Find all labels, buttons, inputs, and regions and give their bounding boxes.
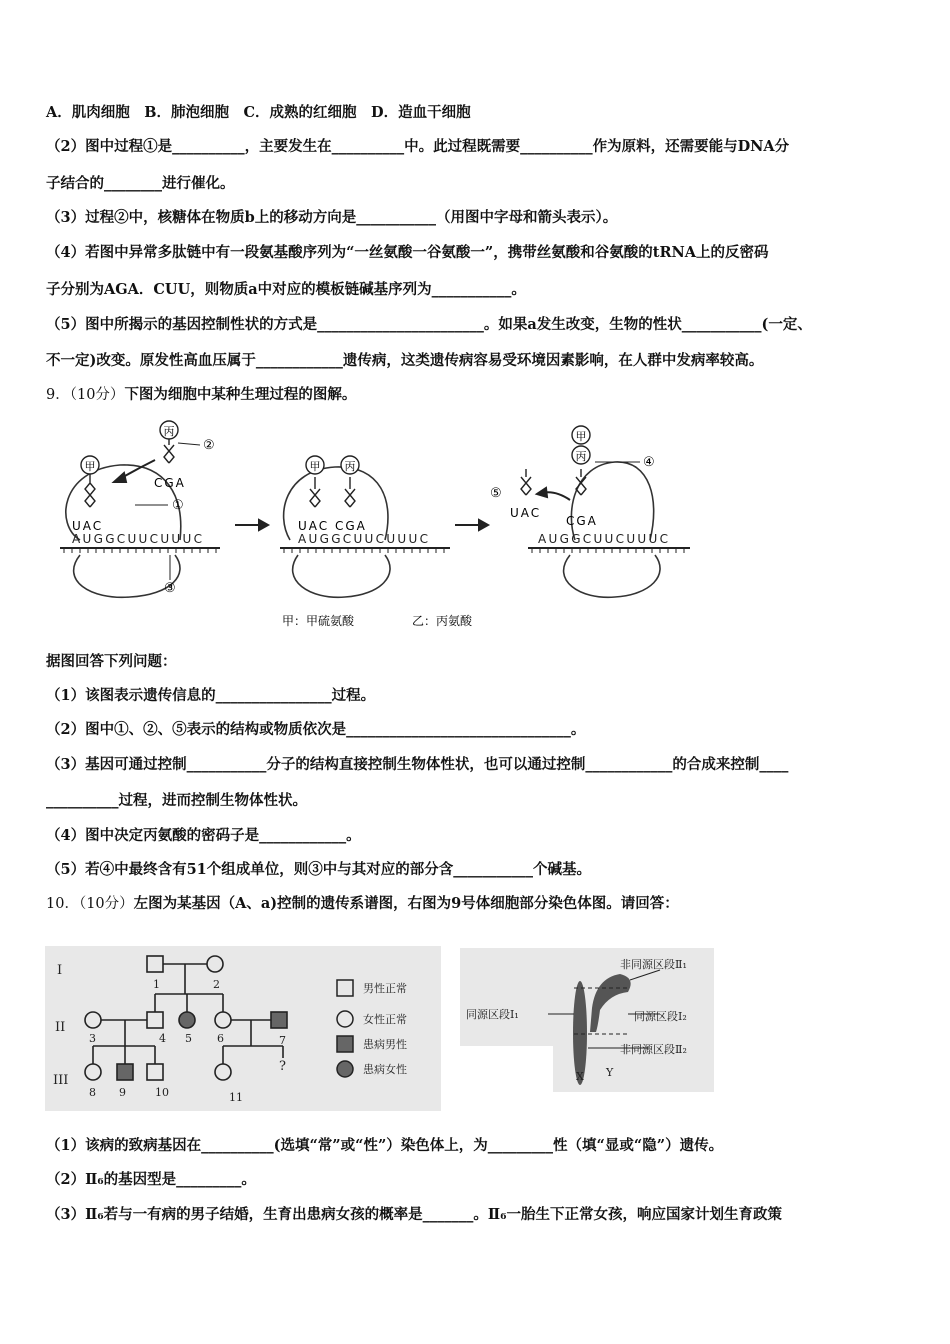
q8-sub4-line2: 子分别为AGA．CUU，则物质a中对应的模板链碱基序列为___________。 [46,281,526,298]
q9-sub5: （5）若④中最终含有51个组成单位，则③中与其对应的部分含___________个碱基。 [46,861,592,878]
q8-sub5-line2: 不一定)改变。原发性高血压属于____________遗传病，这类遗传病容易受环境因素影响，在人群中发病率较高。 [46,352,764,369]
q10-heading [46,894,679,914]
trna-5 [521,469,531,495]
mrna-sequence-1: AUGGCUUCUUUC [72,532,205,546]
amino-acid-jia-1 [81,456,99,474]
legend-affected-female: 患病女性 [363,1063,407,1076]
individual-9-affected [117,1064,133,1080]
marker-5: ⑤ [490,486,502,501]
trna-3 [310,477,320,507]
legend-affected-male: 患病男性 [363,1038,407,1051]
label-nonhomologous-II2: 非同源区段Ⅱ₂ [620,1043,687,1056]
q10-number: 10． [46,896,79,912]
ribosome-small-subunit-2 [293,555,390,597]
svg-text:4: 4 [159,1032,166,1045]
q10-sub3: （3）Ⅱ₆若与一有病的男子结婚，生育出患病女孩的概率是_______。Ⅱ₆一胎生下正常女孩，响应国家计划生育政策 [46,1206,782,1223]
unknown-offspring: ? [279,1059,286,1074]
svg-text:8: 8 [89,1086,96,1099]
individual-5-affected [179,1012,195,1028]
q9-intro: 据图回答下列问题： [46,653,177,670]
anticodon-cga-2: CGA [335,519,367,533]
q9-number: 9． [46,387,70,403]
q8-sub5-line1: （5）图中所揭示的基因控制性状的方式是_______________________。如果a发生改变，生物的性状___________(一定、 [46,316,812,333]
translation-figure [50,415,710,640]
legend-jia: 甲：甲硫氨酸 [282,614,355,628]
chromosome-figure [460,948,714,1092]
trna-6 [576,469,586,495]
amino-acid-bing-1 [160,421,178,439]
svg-text:7: 7 [279,1034,286,1047]
q8-sub2-line1: （2）图中过程①是__________，主要发生在__________中。此过程既需要__________作为原料，还需要能与DNA分 [46,138,790,155]
label-homologous-I1: 同源区段Ⅰ₁ [466,1008,519,1021]
svg-text:甲: 甲 [84,460,96,473]
svg-text:2: 2 [213,978,220,991]
label-homologous-I2: 同源区段Ⅰ₂ [634,1010,687,1023]
q10-title: 左图为某基因（A、a)控制的遗传系谱图，右图为9号体细胞部分染色体图。请回答： [133,895,679,912]
label-y: Y [606,1066,614,1079]
svg-text:10: 10 [155,1086,169,1099]
anticodon-uac-2: UAC [298,519,330,533]
marker-4: ④ [643,455,655,470]
svg-text:甲: 甲 [575,430,587,443]
q8-options: A．肌肉细胞 B．肺泡细胞 C．成熟的红细胞 D．造血干细胞 [46,104,471,121]
svg-text:甲: 甲 [309,460,321,473]
q10-score: （10分） [78,896,134,912]
generation-III: III [53,1073,69,1088]
legend-affected-female-symbol [337,1061,353,1077]
svg-text:丙: 丙 [163,425,175,438]
mrna-sequence-2: AUGGCUUCUUUC [298,532,431,546]
legend-normal-male: 男性正常 [363,982,407,995]
q8-sub2-line2: 子结合的________进行催化。 [46,175,235,192]
marker-2: ② [203,438,215,453]
legend-yi: 乙：丙氨酸 [412,614,473,628]
q10-sub1: （1）该病的致病基因在__________(选填“常”或“性”）染色体上，为_________性（填“显或“隐”）遗传。 [46,1137,724,1154]
q9-score: （10分） [69,387,125,403]
q9-sub3-line2: __________过程，进而控制生物体性状。 [46,792,307,809]
svg-text:丙: 丙 [575,450,587,463]
anticodon-uac-3: UAC [510,506,542,520]
svg-text:丙: 丙 [344,460,356,473]
amino-acid-jia-3 [572,426,590,444]
anticodon-cga-3: CGA [566,514,598,528]
legend-normal-female: 女性正常 [363,1013,407,1026]
q8-sub3: （3）过程②中，核糖体在物质b上的移动方向是___________（用图中字母和箭头表示）。 [46,209,618,226]
label-nonhomologous-II1: 非同源区段Ⅱ₁ [620,958,687,971]
generation-I: I [57,963,63,978]
svg-text:1: 1 [153,978,160,991]
svg-text:5: 5 [185,1032,192,1045]
svg-text:3: 3 [89,1032,96,1045]
mrna-sequence-3: AUGGCUUCUUUC [538,532,671,546]
amino-acid-bing-3 [572,446,590,464]
q9-sub1: （1）该图表示遗传信息的________________过程。 [46,687,376,704]
marker-1: ① [172,498,184,513]
q9-title: 下图为细胞中某种生理过程的图解。 [124,386,357,403]
svg-text:9: 9 [119,1086,126,1099]
anticodon-uac-1: UAC [72,519,104,533]
svg-text:6: 6 [217,1032,224,1045]
q9-sub4: （4）图中决定丙氨酸的密码子是____________。 [46,827,361,844]
ribosome-small-subunit-3 [564,555,660,597]
q8-sub4-line1: （4）若图中异常多肽链中有一段氨基酸序列为“一丝氨酸一谷氨酸一”，携带丝氨酸和谷氨酸的tRNA上的反密码 [46,244,769,261]
trna-4 [345,477,355,507]
amino-acid-jia-2 [306,456,324,474]
trna-2 [164,437,174,463]
anticodon-cga-1: CGA [154,476,186,490]
q10-sub2: （2）Ⅱ₆的基因型是_________。 [46,1171,256,1188]
amino-acid-bing-2 [341,456,359,474]
q9-heading [46,385,356,405]
marker-3: ③ [164,581,176,596]
generation-II: II [55,1020,66,1035]
pedigree-figure [45,946,441,1111]
individual-7-affected [271,1012,287,1028]
label-x: X [576,1070,584,1083]
ribosome-large-subunit-3 [571,462,653,540]
q9-sub3-line1: （3）基因可通过控制___________分子的结构直接控制生物体性状，也可以通过控制____________的合成来控制____ [46,756,789,773]
svg-text:11: 11 [229,1091,243,1104]
legend-affected-male-symbol [337,1036,353,1052]
q9-sub2: （2）图中①、②、⑤表示的结构或物质依次是_______________________________。 [46,721,586,738]
